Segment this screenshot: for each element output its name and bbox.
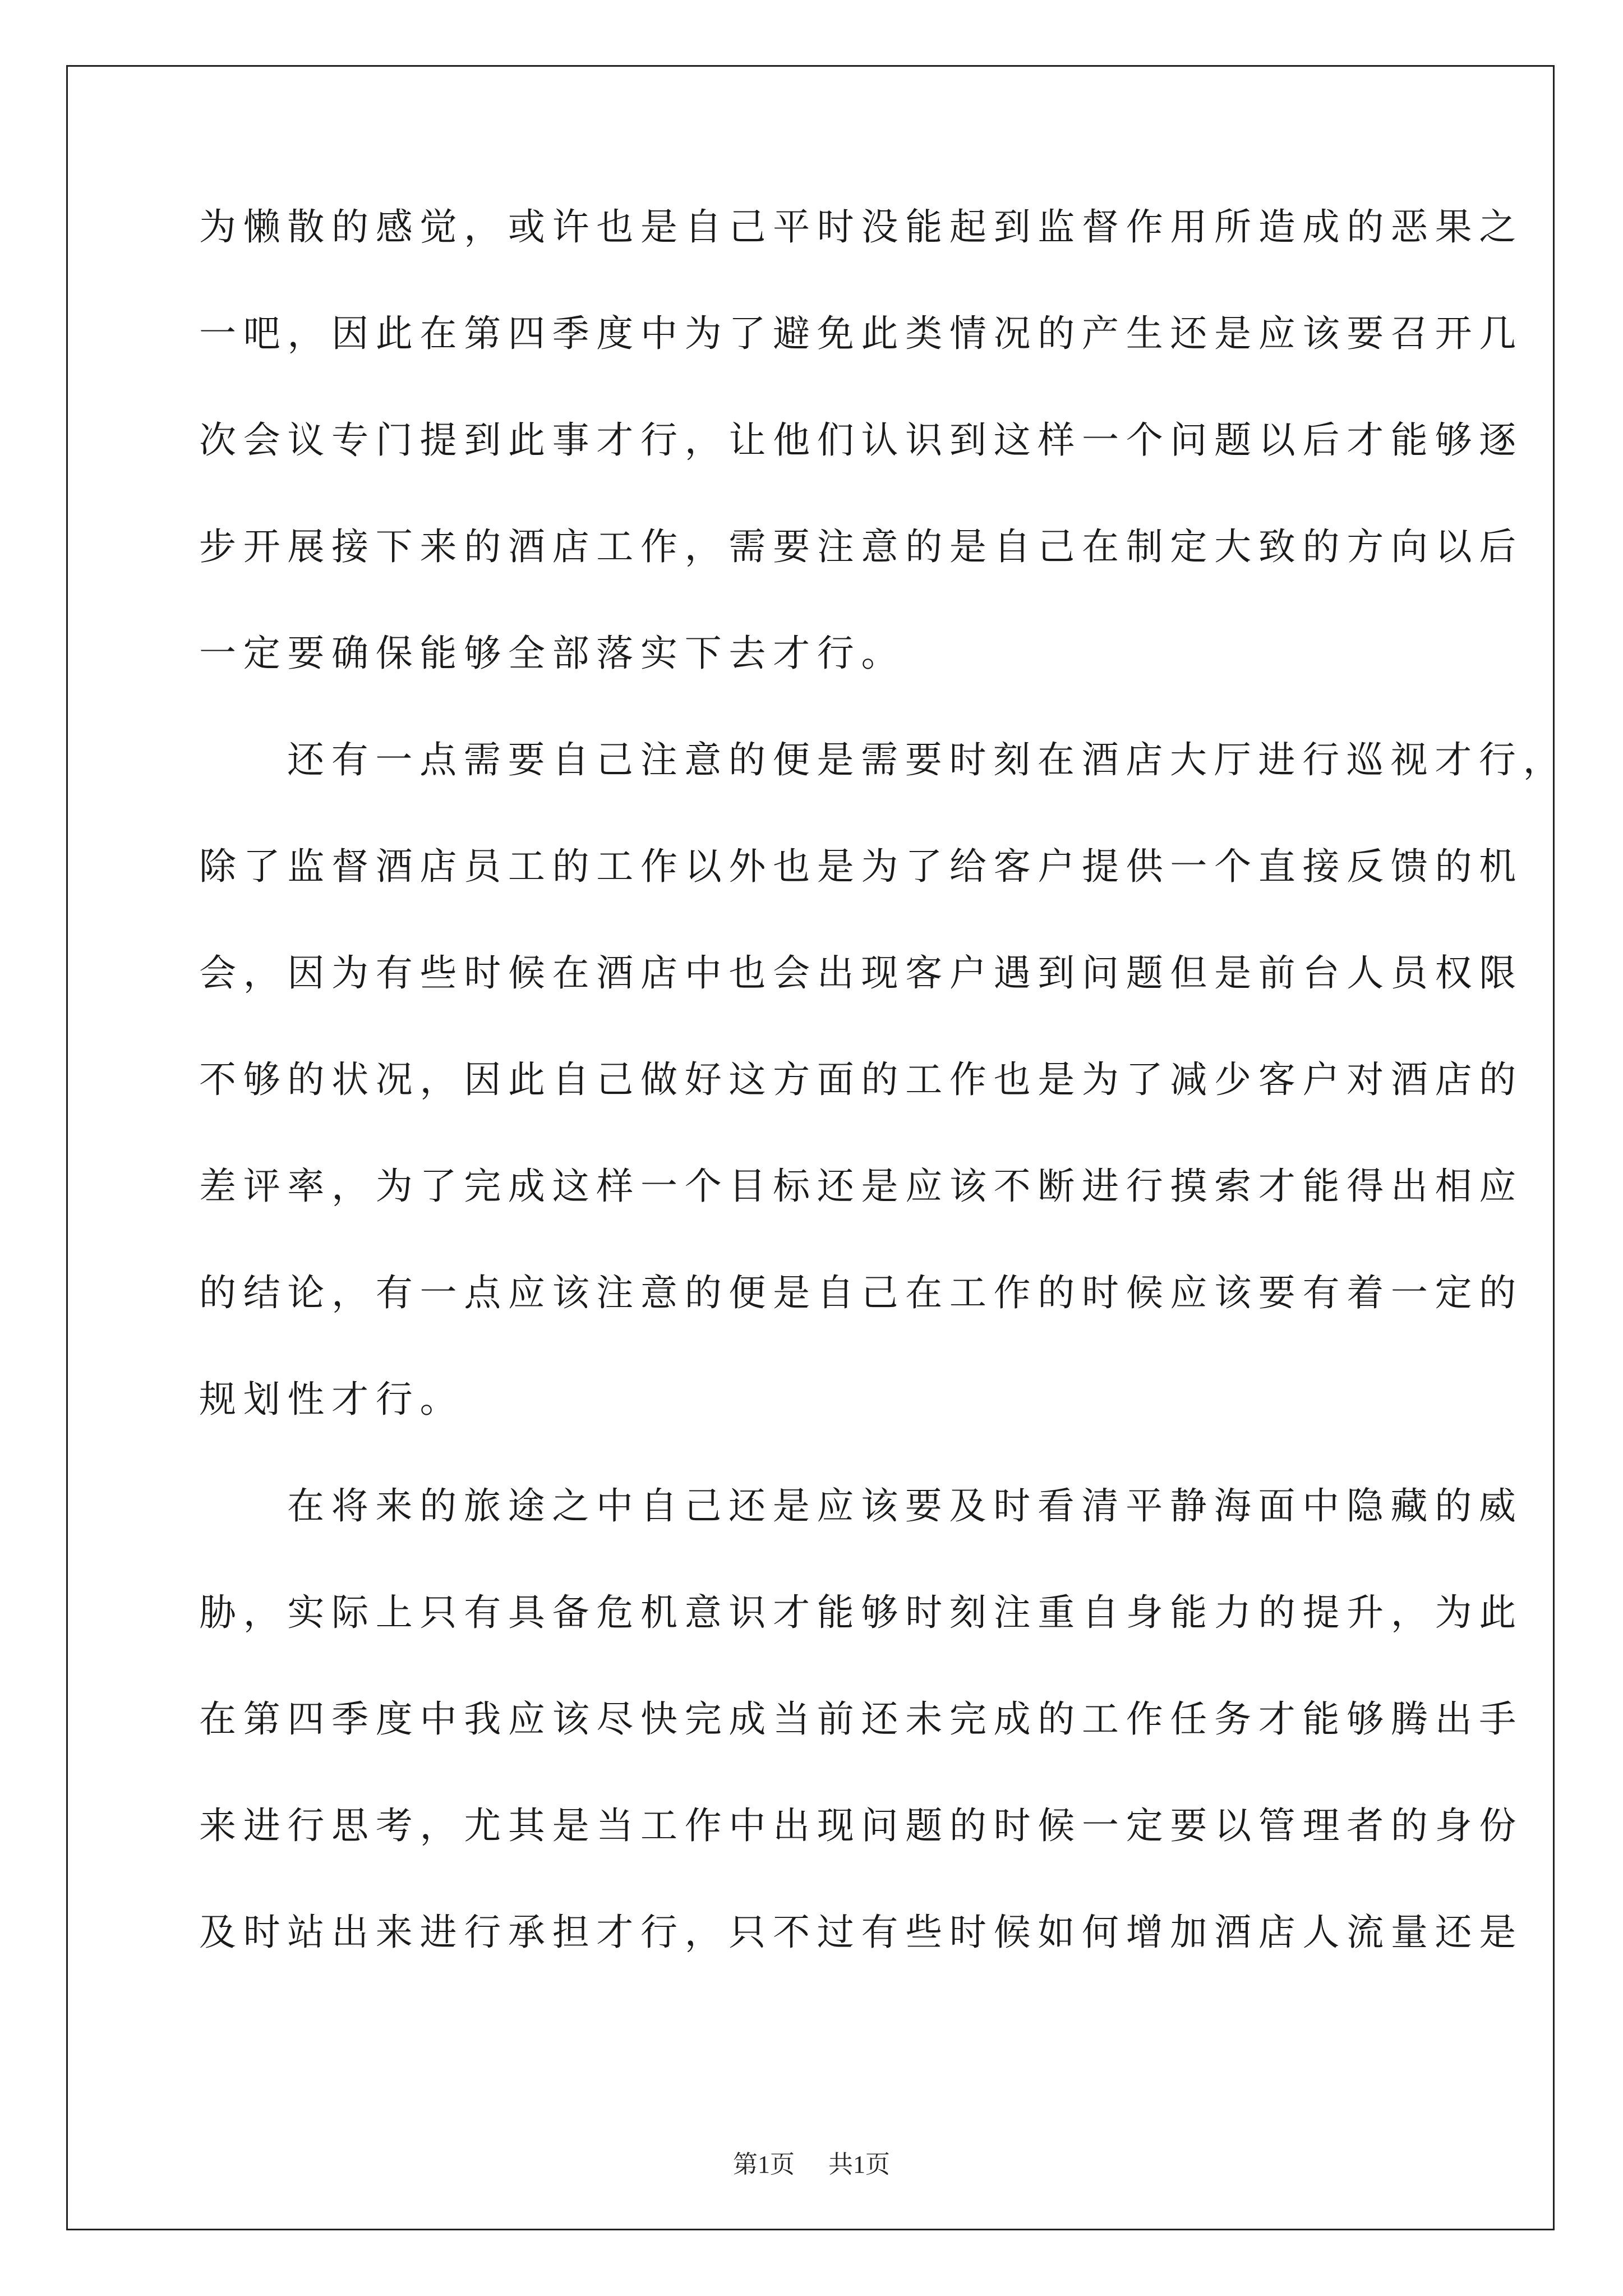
paragraph-1	[199, 205, 1523, 740]
text-line: 的结论，有一点应该注意的便是自己在工作的时候应该要有着一定的	[199, 1271, 1523, 1314]
page-footer	[0, 2144, 1623, 2180]
text-line: 在第四季度中我应该尽快完成当前还未完成的工作任务才能够腾出手	[199, 1697, 1523, 1741]
text-line: 差评率，为了完成这样一个目标还是应该不断进行摸索才能得出相应	[199, 1165, 1523, 1208]
text-line: 次会议专门提到此事才行，让他们认识到这样一个问题以后才能够逐	[199, 418, 1523, 462]
page-number: 第1页	[733, 2151, 795, 2178]
text-line: 步开展接下来的酒店工作，需要注意的是自己在制定大致的方向以后	[199, 525, 1523, 568]
text-line: 在将来的旅途之中自己还是应该要及时看清平静海面中隐藏的威	[287, 1484, 1523, 1527]
text-line: 不够的状况，因此自己做好这方面的工作也是为了减少客户对酒店的	[199, 1058, 1523, 1101]
text-line: 会，因为有些时候在酒店中也会出现客户遇到问题但是前台人员权限	[199, 951, 1523, 995]
text-line: 一吧，因此在第四季度中为了避免此类情况的产生还是应该要召开几	[199, 312, 1523, 355]
paragraph-3	[199, 1484, 1523, 2019]
page-total: 共1页	[828, 2151, 890, 2178]
paragraph-2	[199, 738, 1567, 1487]
text-line: 除了监督酒店员工的工作以外也是为了给客户提供一个直接反馈的机	[199, 845, 1523, 888]
text-line: 及时站出来进行承担才行，只不过有些时候如何增加酒店人流量还是	[199, 1911, 1523, 1954]
text-line: 来进行思考，尤其是当工作中出现问题的时候一定要以管理者的身份	[199, 1804, 1523, 1847]
text-line: 一定要确保能够全部落实下去才行。	[199, 632, 906, 675]
text-line: 规划性才行。	[199, 1378, 464, 1421]
text-line: 为懒散的感觉，或许也是自己平时没能起到监督作用所造成的恶果之	[199, 205, 1523, 249]
document-body	[199, 205, 1567, 2019]
text-line: 还有一点需要自己注意的便是需要时刻在酒店大厅进行巡视才行，	[287, 738, 1567, 781]
text-line: 胁，实际上只有具备危机意识才能够时刻注重自身能力的提升，为此	[199, 1591, 1523, 1634]
